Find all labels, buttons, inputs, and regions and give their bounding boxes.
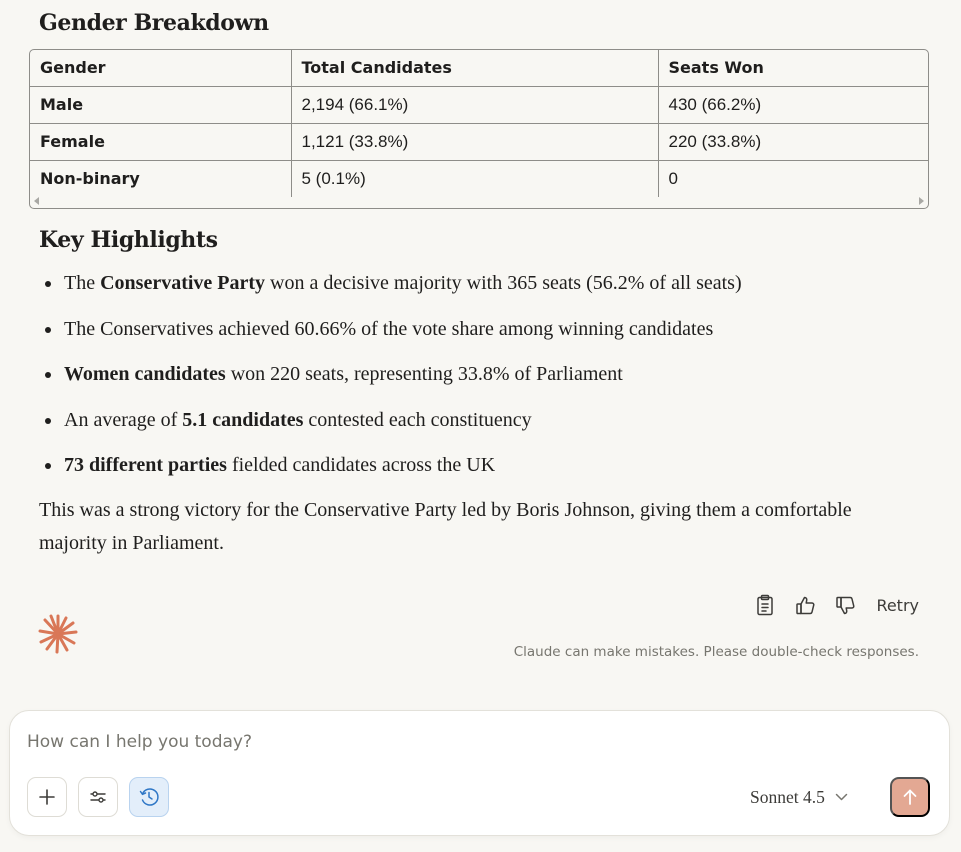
table-cell-seats: 220 (33.8%)	[658, 123, 929, 160]
research-button[interactable]	[129, 777, 169, 817]
send-button[interactable]	[890, 777, 930, 817]
chevron-down-icon	[835, 793, 848, 801]
list-item	[39, 312, 742, 358]
clipboard-icon[interactable]	[754, 594, 776, 616]
model-label: Sonnet 4.5	[750, 786, 825, 807]
section-title-gender-breakdown: Gender Breakdown	[39, 10, 269, 36]
list-item	[39, 448, 742, 494]
table-cell-gender: Male	[30, 86, 291, 123]
clock-icon	[138, 786, 160, 808]
retry-button[interactable]: Retry	[876, 595, 919, 615]
highlights-list	[39, 266, 742, 494]
bold-text: 5.1 candidates	[182, 408, 304, 431]
text-span: contested each constituency	[303, 408, 532, 431]
scroll-right-icon[interactable]	[919, 197, 924, 205]
list-item	[39, 266, 742, 312]
table-cell-gender: Non-binary	[30, 160, 291, 197]
table-cell-seats: 0	[668, 168, 678, 188]
message-input[interactable]	[27, 732, 907, 752]
text-span: The Conservatives achieved 60.66% of the vote share among winning candidates	[64, 317, 714, 340]
claude-logo-icon	[37, 613, 79, 655]
column-header: Seats Won	[658, 50, 929, 86]
horizontal-scrollbar[interactable]	[30, 195, 928, 208]
summary-paragraph: This was a strong victory for the Conservative Party led by Boris Johnson, giving them a comfortable majority in Parliament.	[39, 499, 852, 554]
message-actions	[754, 590, 919, 620]
add-attachment-button[interactable]	[27, 777, 67, 817]
plus-icon	[38, 788, 56, 806]
model-selector[interactable]	[750, 785, 848, 809]
table-cell-total: 2,194 (66.1%)	[291, 86, 658, 123]
column-header: Gender	[30, 50, 291, 86]
message-composer	[9, 710, 950, 836]
gender-table	[30, 50, 929, 197]
list-item	[39, 357, 742, 403]
text-span: An average of	[64, 408, 183, 431]
bold-text: 73 different parties	[64, 454, 227, 476]
table-cell-gender: Female	[30, 123, 291, 160]
text-span: won a decisive majority with 365 seats (56.2% of all seats)	[265, 272, 742, 294]
text-span: The	[64, 272, 101, 294]
table-cell-seats: 430 (66.2%)	[658, 86, 929, 123]
gender-table-container[interactable]	[29, 49, 929, 209]
table-cell-total: 1,121 (33.8%)	[291, 123, 658, 160]
scroll-left-icon[interactable]	[34, 197, 39, 205]
table-row	[30, 160, 929, 197]
arrow-up-icon	[902, 788, 918, 806]
list-item	[39, 403, 742, 449]
disclaimer-text: Claude can make mistakes. Please double-check responses.	[513, 644, 919, 660]
column-header: Total Candidates	[291, 50, 658, 86]
text-span: fielded candidates across the UK	[226, 454, 496, 476]
bold-text: Women candidates	[64, 363, 226, 385]
text-span: won 220 seats, representing 33.8% of Parliament	[225, 363, 623, 385]
section-title-key-highlights: Key Highlights	[39, 227, 218, 253]
bold-text: Conservative Party	[100, 272, 266, 294]
thumbs-down-icon[interactable]	[834, 594, 856, 616]
table-row	[30, 86, 929, 123]
table-header-row	[30, 50, 929, 86]
tools-button[interactable]	[78, 777, 118, 817]
thumbs-up-icon[interactable]	[794, 594, 816, 616]
sliders-icon	[89, 788, 107, 806]
table-row	[30, 123, 929, 160]
table-cell-total: 5 (0.1%)	[291, 160, 658, 197]
